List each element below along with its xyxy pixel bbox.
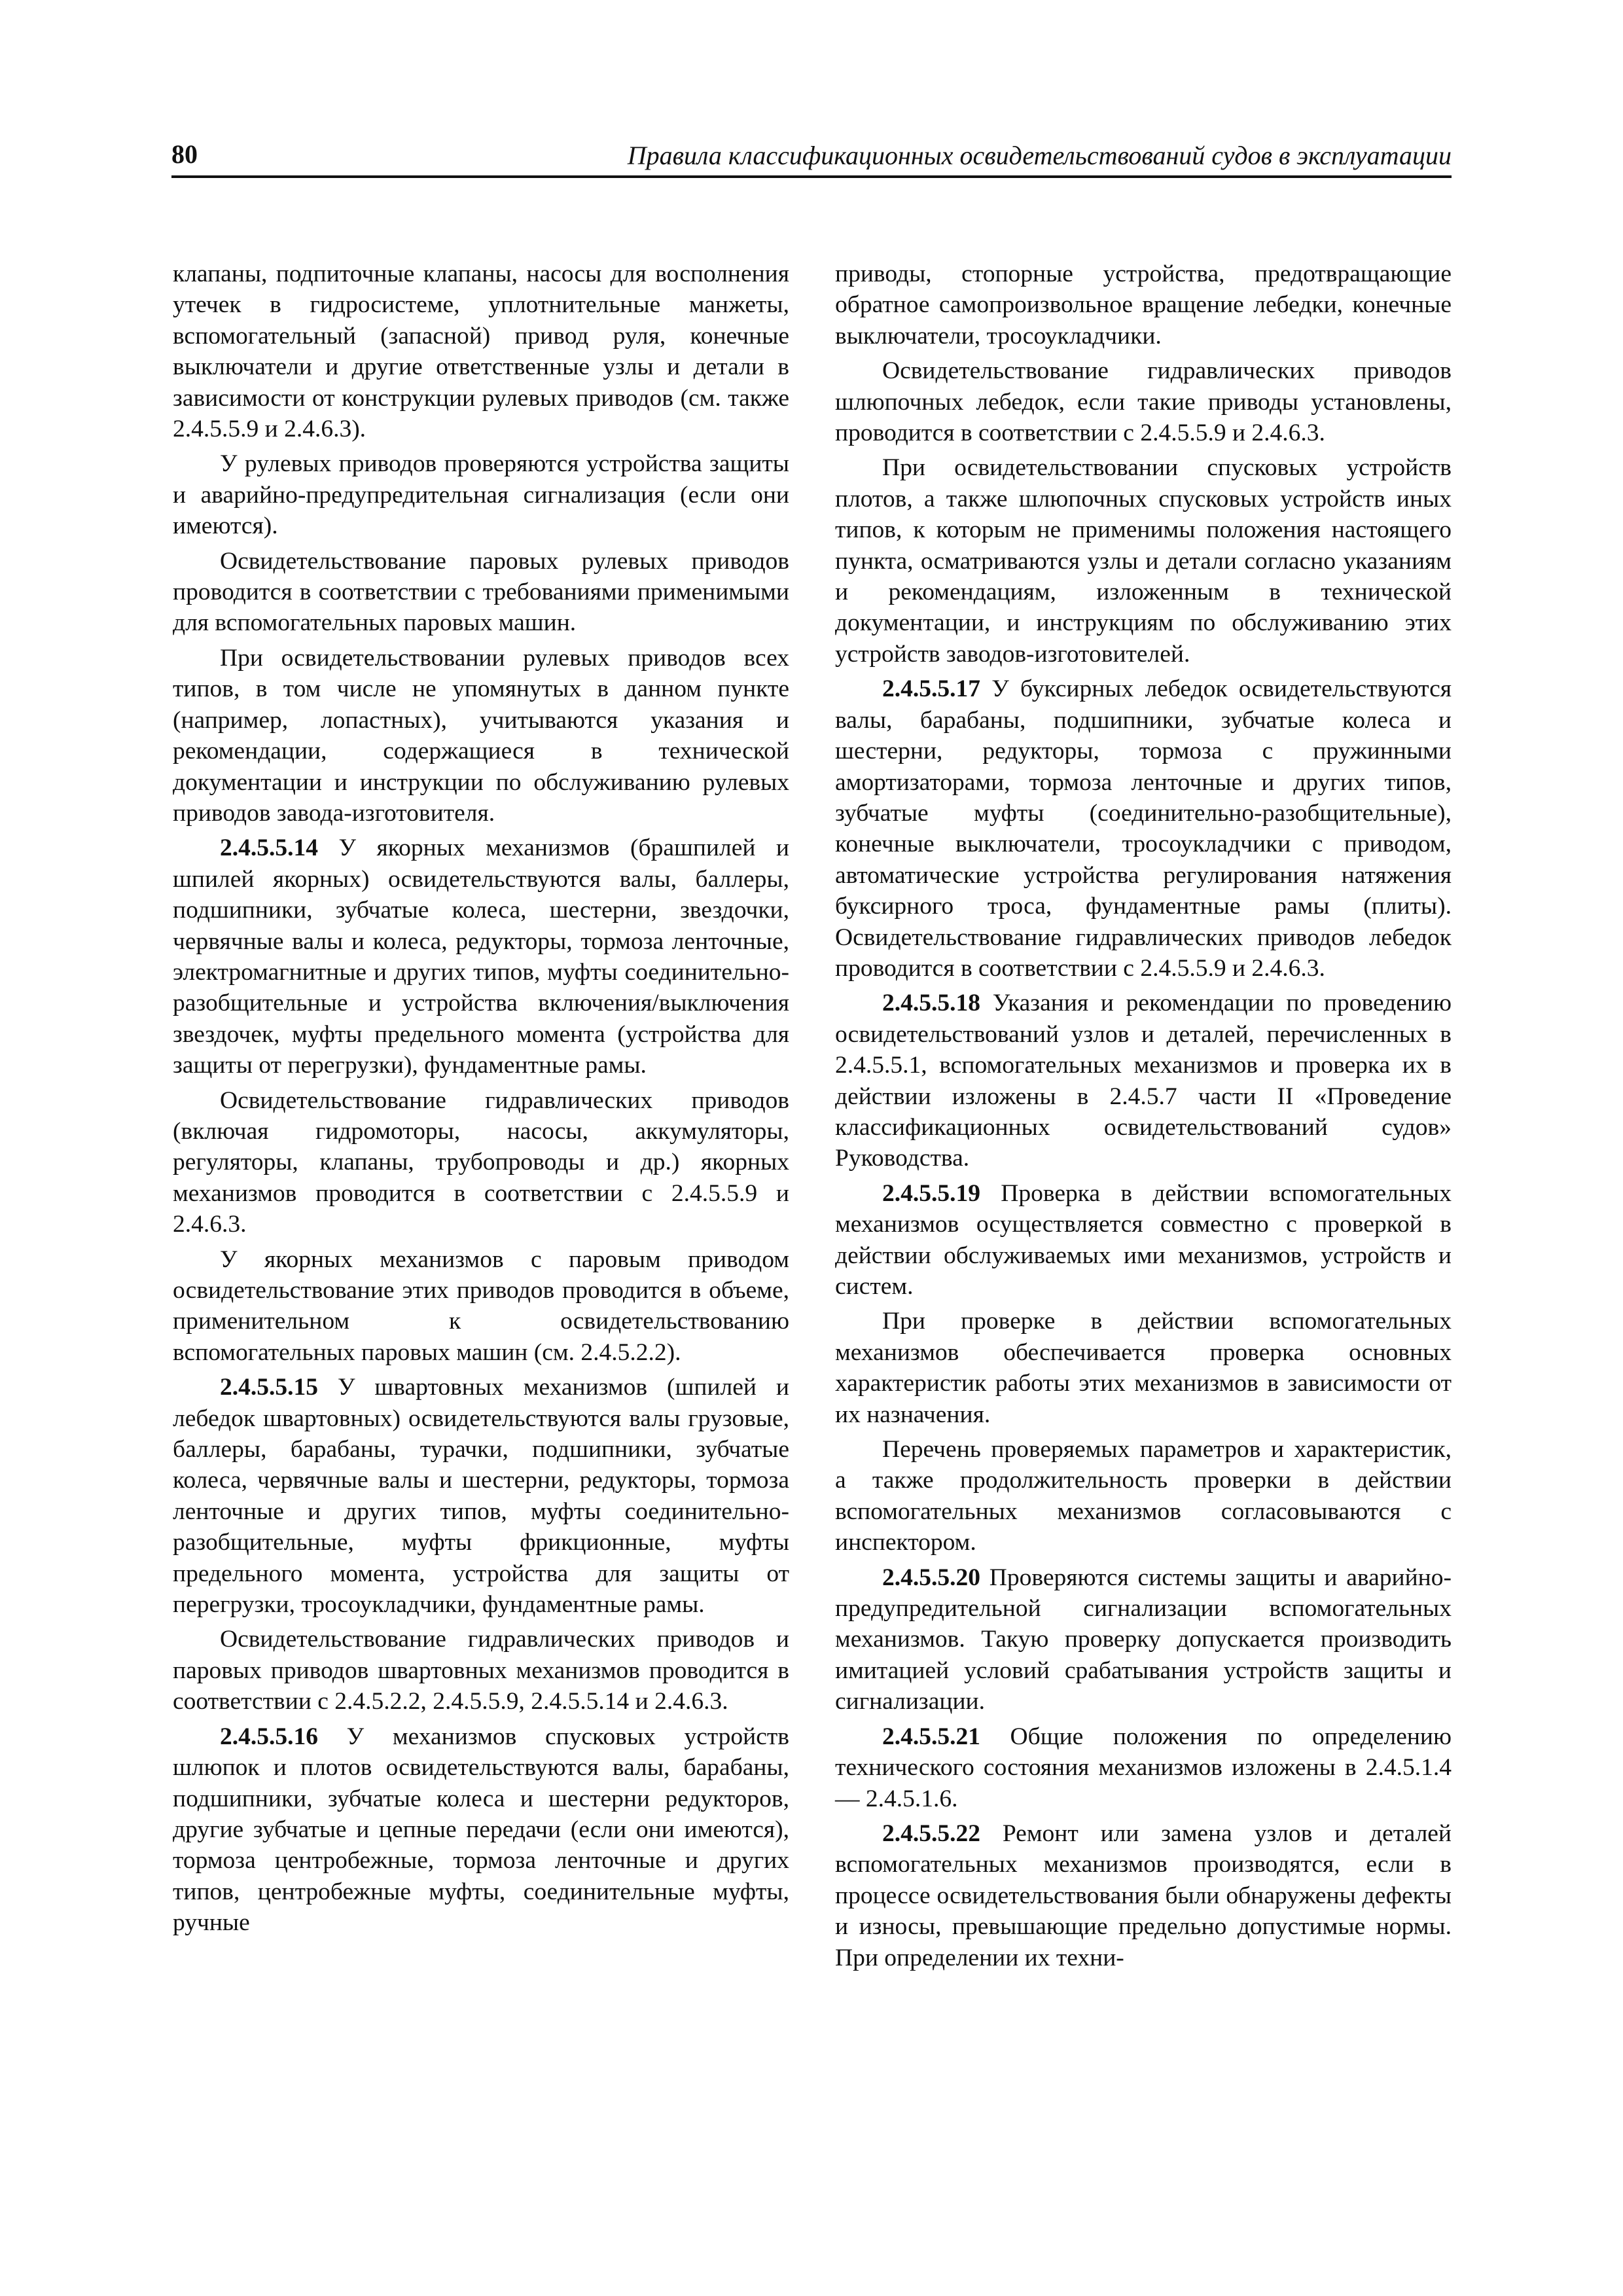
paragraph-text: При освидетельствовании рулевых приводов всех типов, в том числе не упомянутых в данном пункте (например, лопастных), учитываются указания и рекомендации, содержащиеся в технической документации и инструкции по обслуживанию рулевых приводов завода-изготовителя. [173,644,789,827]
paragraph-text: Освидетельствование паровых рулевых приводов проводится в соответствии с требованиями применимыми для вспомогательных паровых машин. [173,547,789,637]
paragraph [173,448,789,541]
left-column [173,259,789,1943]
paragraph-text: клапаны, подпиточные клапаны, насосы для восполнения утечек в гидросистеме, уплотнительные манжеты, вспомогательный (запасной) привод руля, конечные выключатели и другие ответственные узлы и детали в зависимости от конструкции рулевых приводов (см. также 2.4.5.5.9 и 2.4.6.3). [173,260,789,443]
paragraph-text: Освидетельствование гидравлических приводов и паровых приводов швартовных механизмов проводится в соответствии с 2.4.5.2.2, 2.4.5.5.9, 2.4.5.5.14 и 2.4.6.3. [173,1626,789,1715]
paragraph-text: Проверяются системы защиты и аварийно-предупредительной сигнализации вспомогательных механизмов. Такую проверку допускается производить имитацией условий срабатывания устройств защиты и сигнализации. [835,1564,1452,1715]
paragraph-text: Освидетельствование гидравлических приводов (включая гидромоторы, насосы, аккумуляторы, регуляторы, клапаны, трубопроводы и др.) якорных механизмов проводится в соответствии с 2.4.5.5.9 и 2.4.6.3. [173,1086,789,1238]
paragraph-text: У швартовных механизмов (шпилей и лебедок швартовных) освидетельствуются валы грузовые, баллеры, барабаны, турачки, подшипники, зубчатые колеса, червячные валы и шестерни, редукторы, тормоза ленточные и других типов, муфты соединительно-разобщительные, муфты фрикционные, муфты предельного момента, устройства для защиты от перегрузки, тросоукладчики, фундаментные рамы. [173,1374,789,1619]
paragraph [173,1244,789,1369]
paragraph [173,643,789,829]
paragraph [835,1721,1452,1814]
paragraph [835,988,1452,1174]
right-column [835,259,1452,1977]
running-title: Правила классификационных освидетельствований судов в эксплуатации [627,141,1452,170]
clause-number: 2.4.5.5.18 [882,990,980,1017]
paragraph-text: У механизмов спусковых устройств шлюпок и плотов освидетельствуются валы, барабаны, подшипники, зубчатые колеса и шестерни редукторов, другие зубчатые и цепные передачи (если они имеются), тормоза центробежные, тормоза ленточные и других типов, центробежные муфты, соединительные муфты, ручные [173,1723,789,1937]
paragraph [835,1434,1452,1558]
clause-number: 2.4.5.5.22 [882,1820,980,1847]
paragraph [173,1085,789,1240]
page-number: 80 [171,139,198,169]
paragraph-text: приводы, стопорные устройства, предотвращающие обратное самопроизвольное вращение лебедки, конечные выключатели, тросоукладчики. [835,260,1452,350]
paragraph-text: При освидетельствовании спусковых устройств плотов, а также шлюпочных спусковых устройств иных типов, к которым не применимы положения настоящего пункта, осматриваются узлы и детали согласно указаниям и рекомендациям, изложенным в технической документации, и инструкциям по обслуживанию этих устройств заводов-изготовителей. [835,454,1452,668]
paragraph-text: Указания и рекомендации по проведению освидетельствований узлов и деталей, перечисленных в 2.4.5.5.1, вспомогательных механизмов и проверка их в действии изложены в 2.4.5.7 части II «Проведение классификационных освидетельствований судов» Руководства. [835,990,1452,1172]
paragraph-text: У рулевых приводов проверяются устройства защиты и аварийно-предупредительная сигнализация (если они имеются). [173,450,789,540]
clause-number: 2.4.5.5.15 [220,1374,318,1401]
paragraph [173,259,789,444]
paragraph [835,259,1452,351]
paragraph [835,1562,1452,1717]
paragraph-text: Освидетельствование гидравлических приводов шлюпочных лебедок, если такие приводы установлены, проводится в соответствии с 2.4.5.5.9 и 2.4.6.3. [835,357,1452,447]
paragraph-text: При проверке в действии вспомогательных механизмов обеспечивается проверка основных характеристик работы этих механизмов в зависимости от их назначения. [835,1308,1452,1428]
paragraph [835,1306,1452,1430]
clause-number: 2.4.5.5.14 [220,834,318,862]
paragraph [173,1624,789,1717]
paragraph [173,1721,789,1939]
paragraph [173,833,789,1081]
paragraph [835,1178,1452,1302]
paragraph-text: Проверка в действии вспомогательных механизмов осуществляется совместно с проверкой в действии обслуживаемых ими механизмов, устройств и систем. [835,1179,1452,1300]
paragraph-text: Общие положения по определению технического состояния механизмов изложены в 2.4.5.1.4 — 2.4.5.1.6. [835,1723,1452,1812]
paragraph [173,546,789,639]
paragraph-text: У якорных механизмов (брашпилей и шпилей якорных) освидетельствуются валы, баллеры, подшипники, зубчатые колеса, шестерни, звездочки, червячные валы и колеса, редукторы, тормоза ленточные, электромагнитные и других типов, муфты соединительно-разобщительные и устройства включения/выключения звездочек, муфты предельного момента (устройства для защиты от перегрузки), фундаментные рамы. [173,834,789,1079]
clause-number: 2.4.5.5.17 [882,675,980,703]
paragraph-text: Ремонт или замена узлов и деталей вспомогательных механизмов производятся, если в процессе освидетельствования были обнаружены дефекты и износы, превышающие предельно допустимые нормы. При определении их техни- [835,1820,1452,1971]
paragraph-text: У якорных механизмов с паровым приводом освидетельствование этих приводов проводится в объеме, применительном к освидетельствованию вспомогательных паровых машин (см. 2.4.5.2.2). [173,1246,789,1366]
paragraph [835,1818,1452,1973]
clause-number: 2.4.5.5.21 [882,1723,980,1750]
header-rule [171,175,1452,178]
paragraph [835,673,1452,984]
paragraph-text: Перечень проверяемых параметров и характеристик, а также продолжительность проверки в действии вспомогательных механизмов согласовываются с инспектором. [835,1436,1452,1556]
clause-number: 2.4.5.5.19 [882,1179,980,1207]
clause-number: 2.4.5.5.20 [882,1564,980,1591]
clause-number: 2.4.5.5.16 [220,1723,318,1750]
paragraph [173,1372,789,1620]
paragraph [835,452,1452,670]
paragraph [835,355,1452,448]
paragraph-text: У буксирных лебедок освидетельствуются валы, барабаны, подшипники, зубчатые колеса и шестерни, редукторы, тормоза с пружинными амортизаторами, тормоза ленточные и других типов, зубчатые муфты (соединительно-разобщительные), конечные выключатели, тросоукладчики с приводом, автоматические устройства регулирования натяжения буксирного троса, фундаментные рамы (плиты). Освидетельствование гидравлических приводов лебедок проводится в соответствии с 2.4.5.5.9 и 2.4.6.3. [835,675,1452,982]
